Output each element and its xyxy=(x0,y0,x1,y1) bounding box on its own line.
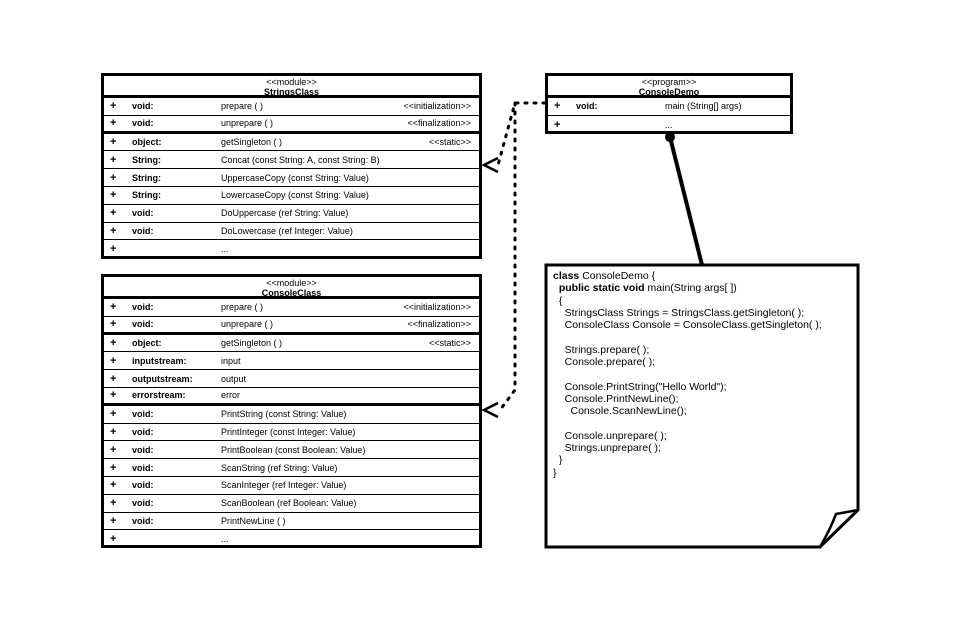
console-class-box xyxy=(101,274,482,548)
code-line: } xyxy=(553,466,557,479)
arrow-head-console xyxy=(484,403,498,417)
member-type: void: xyxy=(132,118,154,129)
member-row xyxy=(104,477,479,495)
console-class-stereotype: <<module>> xyxy=(266,278,317,288)
member-name: PrintInteger (const Integer: Value) xyxy=(221,426,356,437)
code-line: } xyxy=(553,454,563,467)
member-type: void: xyxy=(576,101,598,112)
member-name: Concat (const String: A, const String: B) xyxy=(221,154,380,165)
visibility-public: + xyxy=(110,100,117,113)
visibility-public: + xyxy=(110,389,117,402)
member-type: outputstream: xyxy=(132,373,193,384)
visibility-public: + xyxy=(110,408,117,421)
console-demo-stereotype: <<program>> xyxy=(641,77,697,87)
note-anchor-line xyxy=(670,137,702,265)
visibility-public: + xyxy=(110,514,117,527)
member-name: ScanInteger (ref Integer: Value) xyxy=(221,480,347,491)
member-name: ... xyxy=(221,244,229,255)
member-row xyxy=(104,223,479,241)
visibility-public: + xyxy=(110,189,117,202)
strings-class-box xyxy=(101,73,482,259)
code-line: main(String args[ ]) xyxy=(644,282,737,295)
member-type: void: xyxy=(132,515,154,526)
member-name: ... xyxy=(221,534,229,545)
member-name: ... xyxy=(665,119,673,130)
member-type: object: xyxy=(132,136,162,147)
member-name: PrintNewLine ( ) xyxy=(221,515,286,526)
visibility-public: + xyxy=(110,354,117,367)
member-name: unprepare ( ) xyxy=(221,319,274,330)
visibility-public: + xyxy=(110,336,117,349)
code-line: { xyxy=(553,294,563,307)
member-type: String: xyxy=(132,154,161,165)
member-row xyxy=(104,459,479,477)
visibility-public: + xyxy=(110,497,117,510)
member-row xyxy=(104,513,479,531)
code-line: Console.ScanNewLine(); xyxy=(553,405,687,418)
member-name: PrintBoolean (const Boolean: Value) xyxy=(221,444,366,455)
member-row xyxy=(104,116,479,134)
member-name: error xyxy=(221,390,241,401)
member-type: String: xyxy=(132,172,161,183)
code-line: Console.prepare( ); xyxy=(553,356,656,369)
member-row xyxy=(104,299,479,317)
console-demo-name: ConsoleDemo xyxy=(638,87,700,97)
member-row xyxy=(104,441,479,459)
visibility-public: + xyxy=(110,224,117,237)
console-class-name: ConsoleClass xyxy=(261,288,322,298)
member-stereotype: <<static>> xyxy=(428,337,471,348)
member-row xyxy=(104,424,479,442)
dependency-console xyxy=(500,103,515,410)
console-demo-main-row xyxy=(548,98,790,116)
member-stereotype: <<finalization>> xyxy=(407,319,471,330)
code-line: Strings.unprepare( ); xyxy=(553,442,661,455)
visibility-public: + xyxy=(110,372,117,385)
dependency-strings xyxy=(498,103,545,165)
strings-class-name: StringsClass xyxy=(263,87,320,97)
visibility-public: + xyxy=(554,100,561,113)
code-keyword: public static void xyxy=(553,282,645,295)
visibility-public: + xyxy=(554,118,561,131)
visibility-public: + xyxy=(110,301,117,314)
visibility-public: + xyxy=(110,461,117,474)
member-type: object: xyxy=(132,337,162,348)
member-type: void: xyxy=(132,462,154,473)
visibility-public: + xyxy=(110,153,117,166)
member-type: void: xyxy=(132,225,154,236)
member-type: errorstream: xyxy=(132,390,186,401)
member-stereotype: <<initialization>> xyxy=(403,101,471,112)
member-type: void: xyxy=(132,101,154,112)
member-stereotype: <<static>> xyxy=(428,136,471,147)
code-line: Console.unprepare( ); xyxy=(553,429,667,442)
strings-class-members xyxy=(104,98,479,258)
member-name: main (String[] args) xyxy=(665,101,742,112)
member-name: getSingleton ( ) xyxy=(221,337,283,348)
console-demo-more-row xyxy=(548,116,790,134)
console-demo-header xyxy=(548,76,790,98)
member-name: ScanBoolean (ref Boolean: Value) xyxy=(221,498,357,509)
member-type: void: xyxy=(132,498,154,509)
member-row xyxy=(104,530,479,548)
member-row xyxy=(104,169,479,187)
member-row xyxy=(104,370,479,388)
member-row xyxy=(104,134,479,152)
member-row xyxy=(104,187,479,205)
code-line: Strings.prepare( ); xyxy=(553,343,650,356)
member-type: void: xyxy=(132,444,154,455)
visibility-public: + xyxy=(110,425,117,438)
member-row xyxy=(104,352,479,370)
code-line: ConsoleDemo { xyxy=(579,270,656,282)
member-type: String: xyxy=(132,190,161,201)
console-demo-box xyxy=(545,73,793,134)
visibility-public: + xyxy=(110,117,117,130)
member-type: void: xyxy=(132,302,154,313)
visibility-public: + xyxy=(110,318,117,331)
visibility-public: + xyxy=(110,533,117,546)
member-name: DoLowercase (ref Integer: Value) xyxy=(221,225,353,236)
arrow-head-strings xyxy=(484,158,498,172)
member-type: void: xyxy=(132,480,154,491)
code-line: StringsClass Strings = StringsClass.getSingleton( ); xyxy=(553,306,805,319)
member-row xyxy=(104,406,479,424)
member-name: unprepare ( ) xyxy=(221,118,274,129)
member-type: void: xyxy=(132,208,154,219)
member-name: PrintString (const String: Value) xyxy=(221,409,347,420)
console-class-header xyxy=(104,277,479,299)
note-code xyxy=(553,270,822,479)
member-stereotype: <<finalization>> xyxy=(407,118,471,129)
member-type: void: xyxy=(132,409,154,420)
code-line: Console.PrintString("Hello World"); xyxy=(553,380,727,393)
console-class-members xyxy=(104,299,479,548)
strings-class-stereotype: <<module>> xyxy=(266,77,317,87)
member-name: DoUppercase (ref String: Value) xyxy=(221,208,349,219)
visibility-public: + xyxy=(110,207,117,220)
member-row xyxy=(104,98,479,116)
code-line: ConsoleClass Console = ConsoleClass.getSingleton( ); xyxy=(553,319,822,332)
visibility-public: + xyxy=(110,135,117,148)
code-line: Console.PrintNewLine(); xyxy=(553,392,679,405)
visibility-public: + xyxy=(110,479,117,492)
member-stereotype: <<initialization>> xyxy=(403,302,471,313)
member-name: prepare ( ) xyxy=(221,302,264,313)
member-type: void: xyxy=(132,426,154,437)
member-name: input xyxy=(221,355,241,366)
visibility-public: + xyxy=(110,243,117,256)
member-type: inputstream: xyxy=(132,355,187,366)
member-name: getSingleton ( ) xyxy=(221,136,283,147)
member-row xyxy=(104,495,479,513)
member-row xyxy=(104,388,479,406)
visibility-public: + xyxy=(110,443,117,456)
strings-class-header xyxy=(104,76,479,98)
member-row xyxy=(104,205,479,223)
member-row xyxy=(104,335,479,353)
member-type: void: xyxy=(132,319,154,330)
member-row xyxy=(104,317,479,335)
visibility-public: + xyxy=(110,171,117,184)
member-name: output xyxy=(221,373,247,384)
member-row xyxy=(104,151,479,169)
member-row xyxy=(104,240,479,258)
member-name: prepare ( ) xyxy=(221,101,264,112)
member-name: LowercaseCopy (const String: Value) xyxy=(221,190,369,201)
member-name: ScanString (ref String: Value) xyxy=(221,462,338,473)
member-name: UppercaseCopy (const String: Value) xyxy=(221,172,369,183)
code-keyword: class xyxy=(553,270,580,282)
